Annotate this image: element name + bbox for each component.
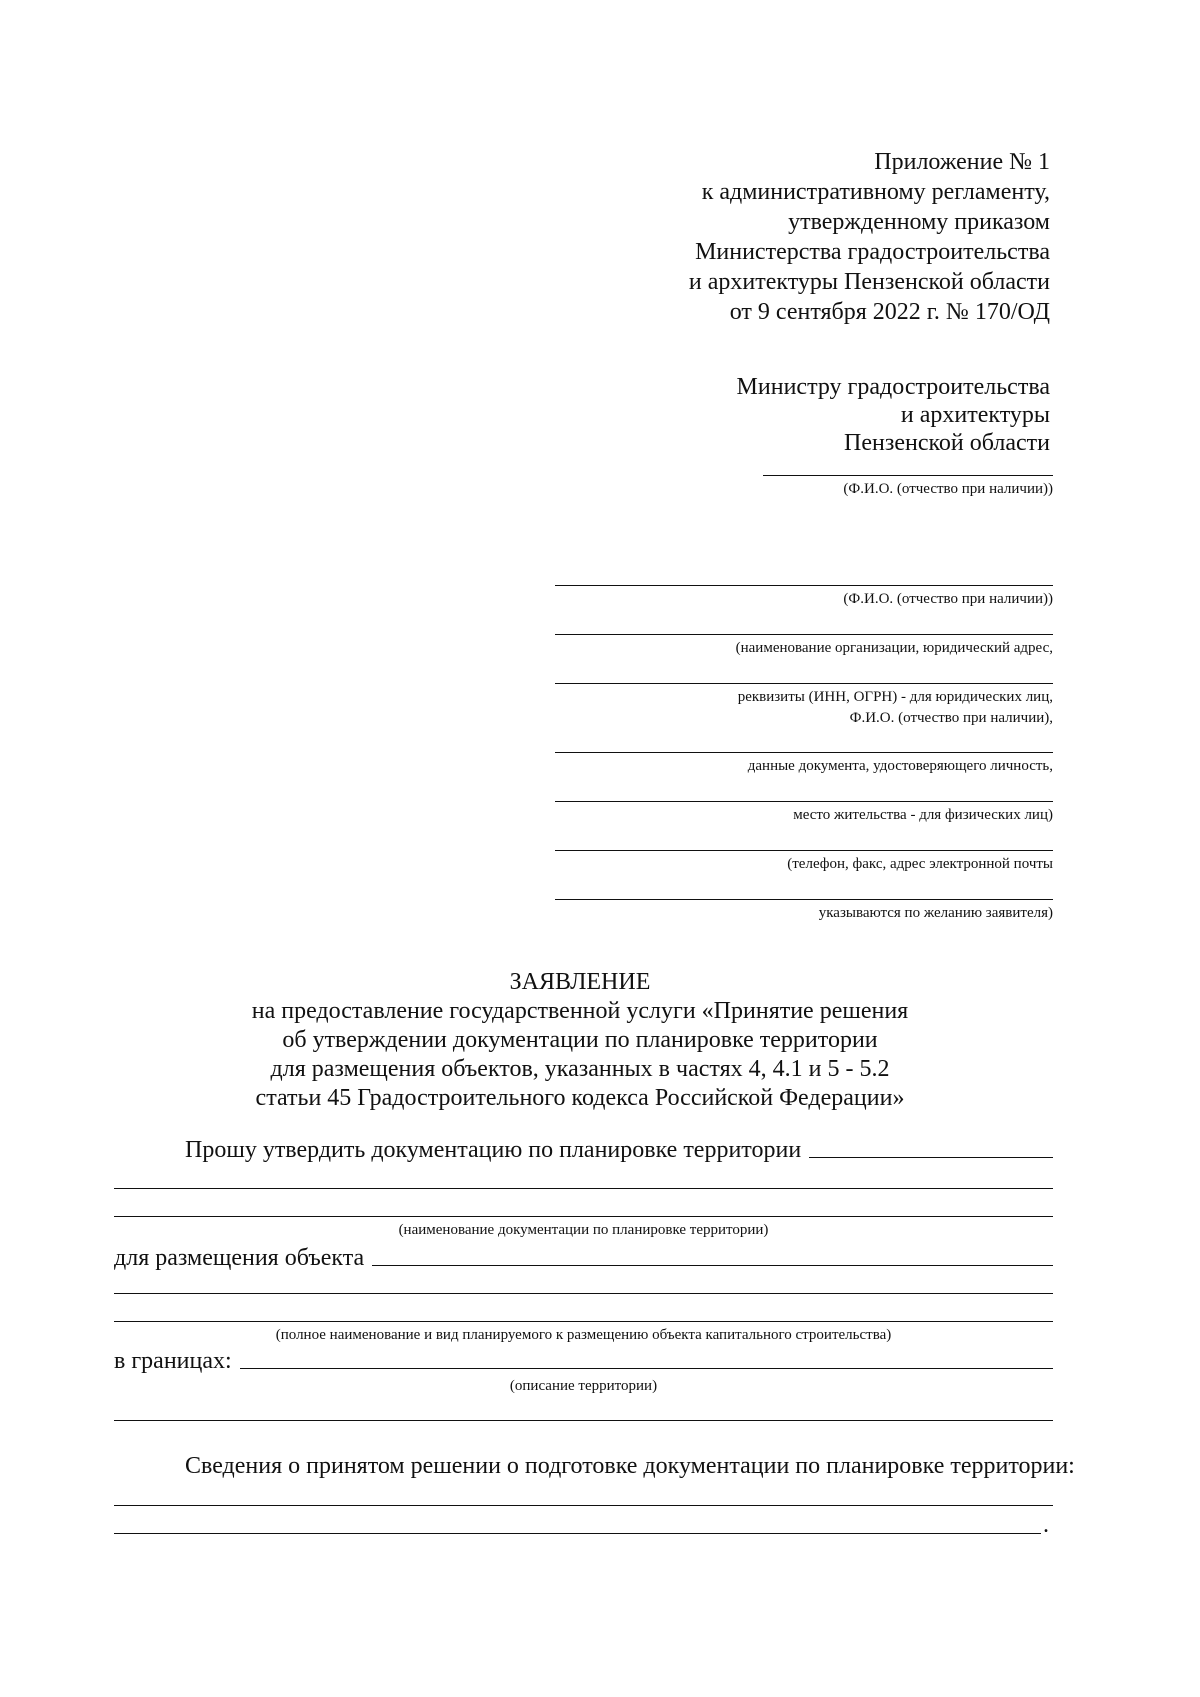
appendix-line: к административному регламенту,: [701, 179, 1050, 205]
applicant-line-2[interactable]: [555, 634, 1053, 635]
appendix-block: [600, 147, 1050, 327]
title-line: для размещения объектов, указанных в частях 4, 4.1 и 5 - 5.2: [270, 1056, 890, 1082]
bounds-line-2[interactable]: [114, 1420, 1053, 1421]
appendix-line: утвержденному приказом: [788, 209, 1050, 235]
applicant-line-4[interactable]: [555, 752, 1053, 753]
object-label: для размещения объекта: [114, 1245, 365, 1271]
appendix-line: и архитектуры Пензенской области: [688, 269, 1050, 295]
title-line: об утверждении документации по планировке территории: [282, 1027, 878, 1053]
object-row: [114, 1242, 1053, 1272]
applicant-caption: (Ф.И.О. (отчество при наличии)): [843, 591, 1053, 607]
object-caption: (полное наименование и вид планируемого к размещению объекта капитального строительства): [275, 1327, 892, 1343]
applicant-caption: (наименование организации, юридический адрес,: [735, 640, 1053, 656]
request-row: [185, 1134, 1053, 1164]
doc-name-caption: (наименование документации по планировке территории): [398, 1222, 769, 1238]
bounds-row: [114, 1345, 1053, 1375]
applicant-caption: место жительства - для физических лиц): [793, 807, 1053, 823]
applicant-caption: указываются по желанию заявителя): [818, 905, 1053, 921]
applicant-caption: (телефон, факс, адрес электронной почты: [787, 856, 1053, 872]
document-title: [200, 968, 960, 1113]
title-line: статьи 45 Градостроительного кодекса Российской Федерации»: [255, 1085, 905, 1111]
applicant-caption: данные документа, удостоверяющего личность,: [747, 758, 1053, 774]
applicant-line-6[interactable]: [555, 850, 1053, 851]
applicant-line-5[interactable]: [555, 801, 1053, 802]
bounds-field[interactable]: [240, 1368, 1053, 1369]
appendix-line: Министерства градостроительства: [695, 239, 1050, 265]
bounds-label: в границах:: [114, 1348, 232, 1374]
decision-line-1[interactable]: [114, 1505, 1053, 1506]
addressee-fio-caption: (Ф.И.О. (отчество при наличии)): [843, 481, 1053, 497]
applicant-caption: Ф.И.О. (отчество при наличии),: [849, 710, 1053, 726]
title-heading: ЗАЯВЛЕНИЕ: [509, 969, 651, 995]
addressee-line: Министру градостроительства: [736, 374, 1050, 400]
applicant-line-1[interactable]: [555, 585, 1053, 586]
addressee-block: [650, 373, 1050, 457]
appendix-line: Приложение № 1: [874, 149, 1050, 175]
addressee-line: Пензенской области: [844, 430, 1050, 456]
decision-line-2[interactable]: [114, 1533, 1041, 1534]
title-line: на предоставление государственной услуги «Принятие решения: [251, 998, 909, 1024]
object-field[interactable]: [372, 1265, 1053, 1266]
appendix-line: от 9 сентября 2022 г. № 170/ОД: [729, 299, 1050, 325]
object-line-2[interactable]: [114, 1293, 1053, 1294]
doc-name-field[interactable]: [809, 1157, 1053, 1158]
request-text: Прошу утвердить документацию по планировке территории: [185, 1137, 802, 1163]
object-line-3[interactable]: [114, 1321, 1053, 1322]
applicant-line-7[interactable]: [555, 899, 1053, 900]
addressee-line: и архитектуры: [900, 402, 1050, 428]
bounds-caption: (описание территории): [509, 1378, 658, 1394]
end-mark: .: [1043, 1512, 1049, 1538]
addressee-fio-line[interactable]: [763, 475, 1053, 476]
applicant-line-3[interactable]: [555, 683, 1053, 684]
doc-name-line-3[interactable]: [114, 1216, 1053, 1217]
doc-name-line-2[interactable]: [114, 1188, 1053, 1189]
decision-text: Сведения о принятом решении о подготовке документации по планировке территории:: [185, 1453, 1075, 1479]
applicant-caption: реквизиты (ИНН, ОГРН) - для юридических лиц,: [737, 689, 1053, 705]
